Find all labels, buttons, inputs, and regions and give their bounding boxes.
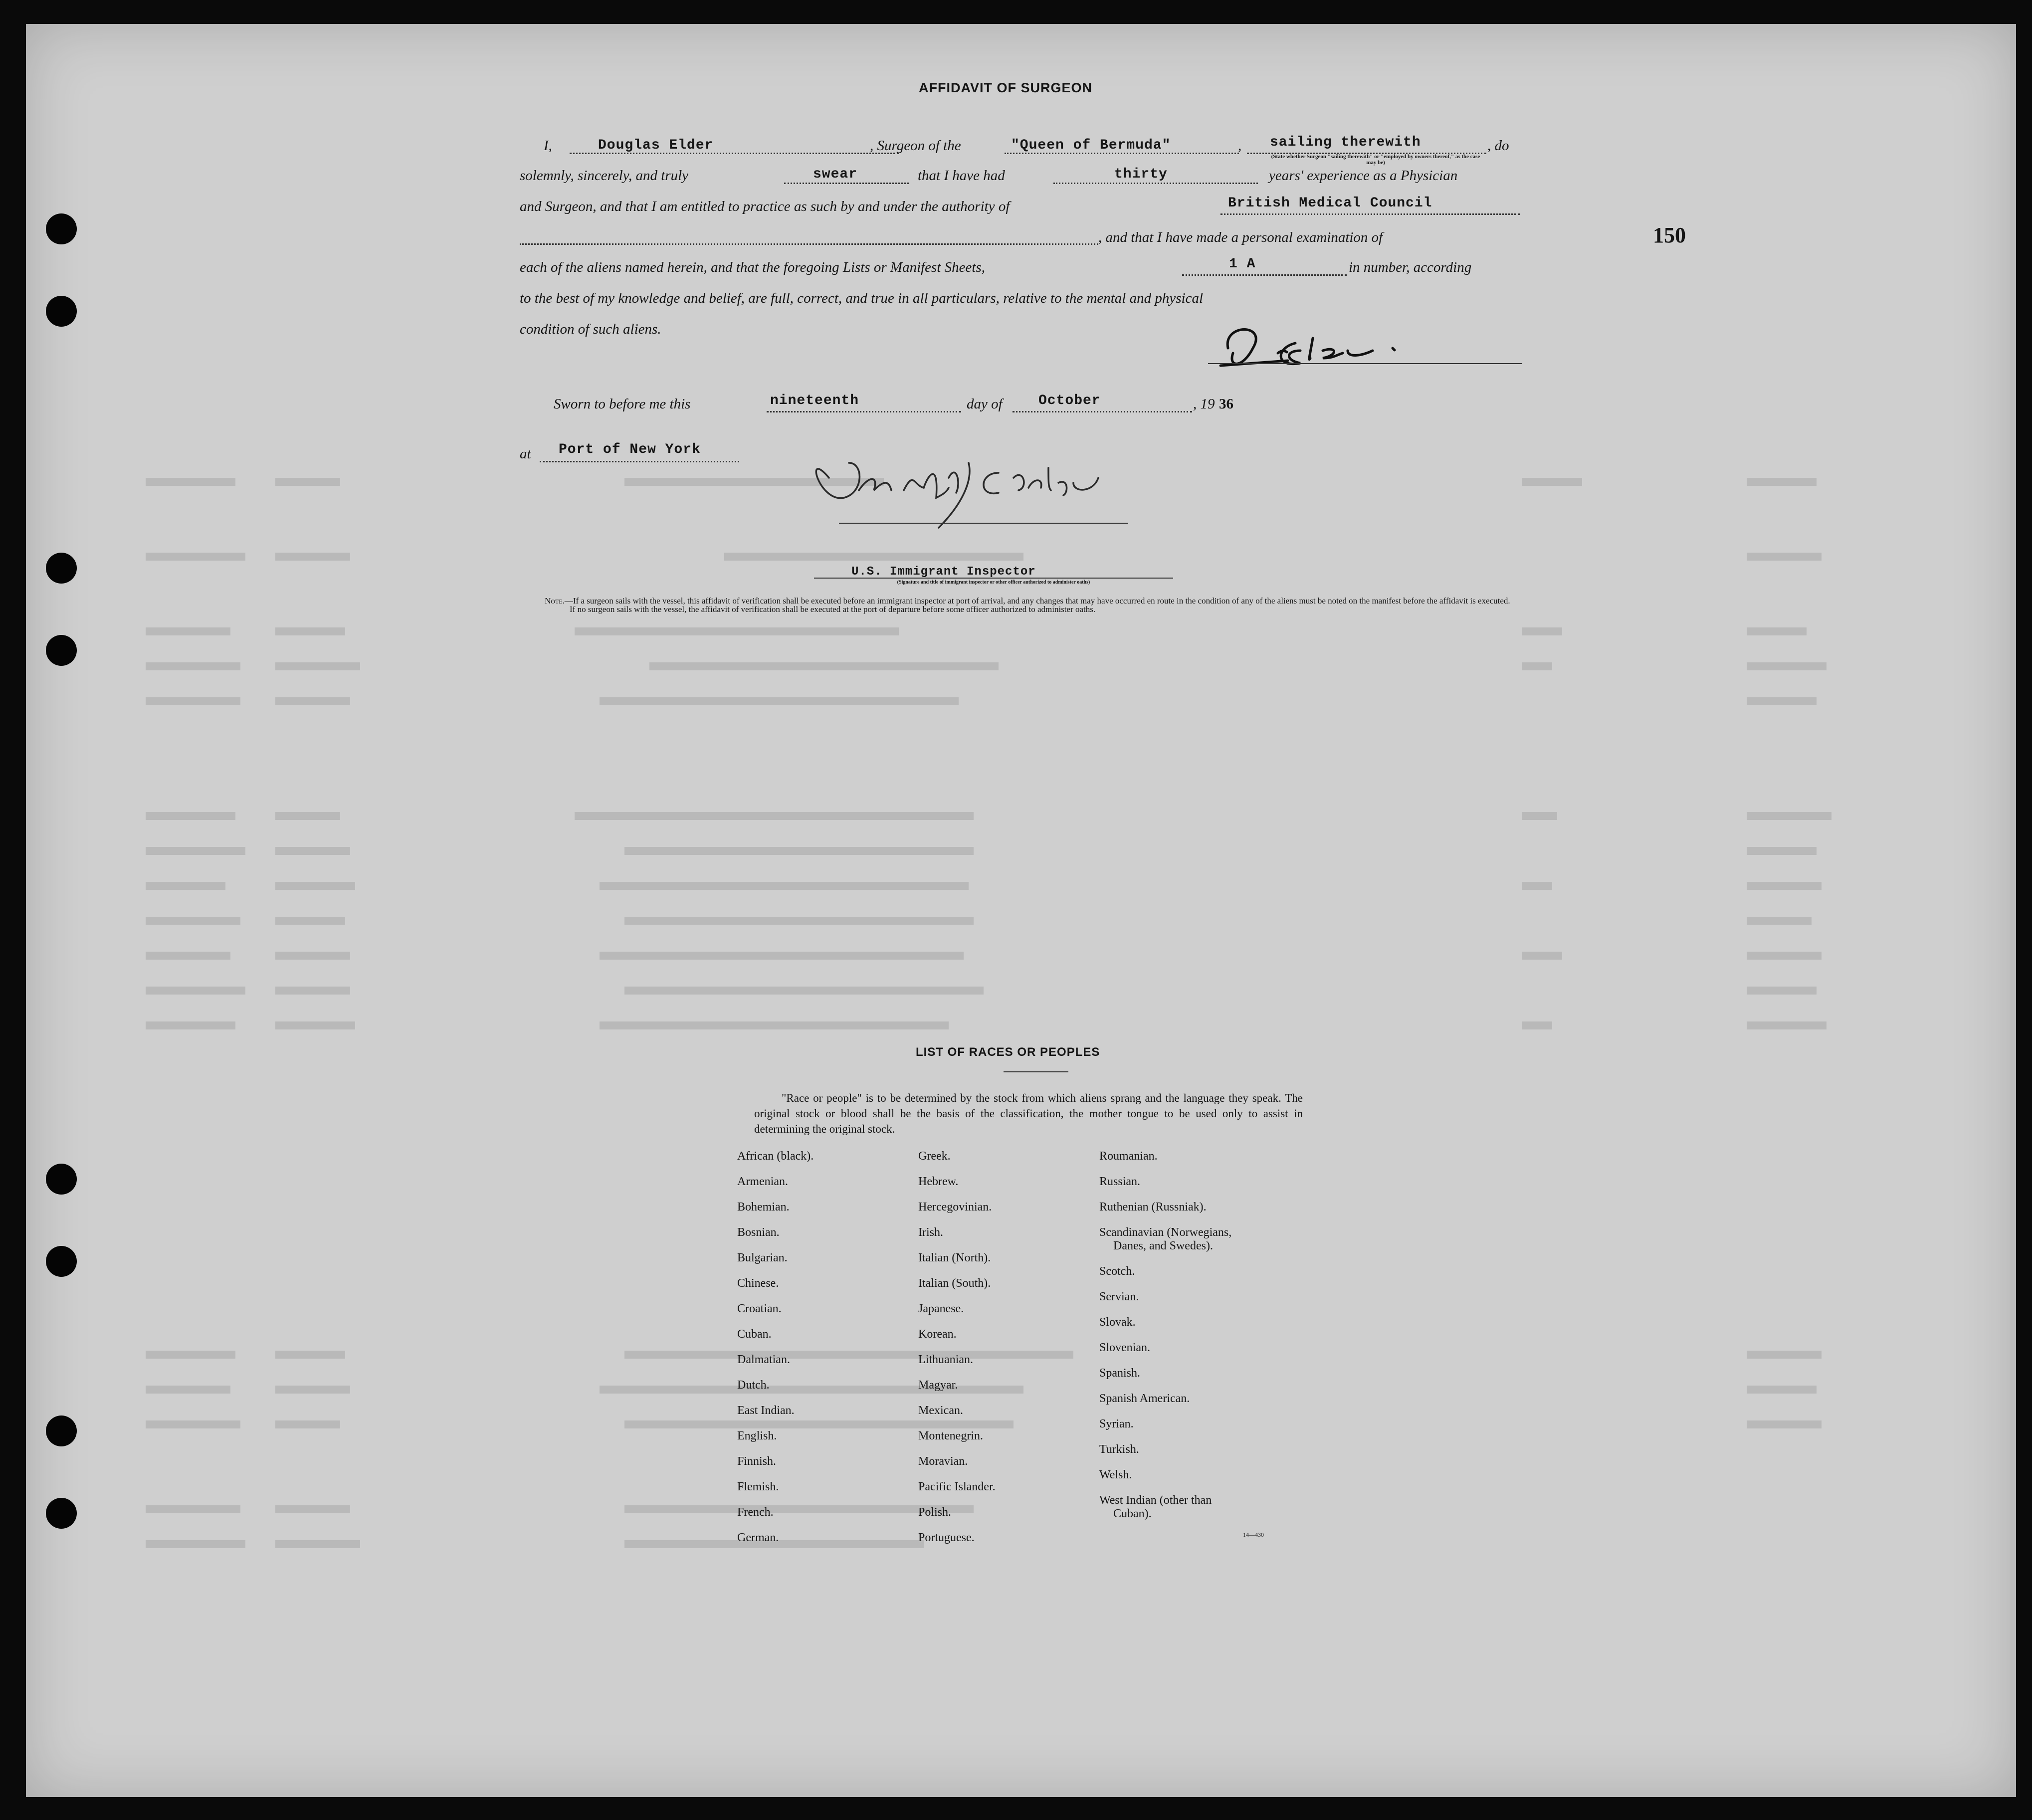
- surgeon-name-field: Douglas Elder: [598, 138, 714, 153]
- race-item: Roumanian.: [1099, 1150, 1158, 1163]
- note-text-2: If no surgeon sails with the vessel, the affidavit of verification shall be executed at the port of departure before some officer authorized to administer oaths.: [570, 605, 1096, 614]
- oath-field: swear: [813, 167, 858, 182]
- race-item: Flemish.: [737, 1480, 779, 1493]
- heading-rule: [1004, 1071, 1068, 1072]
- note-label: Note.: [545, 596, 565, 606]
- fill-line: [767, 411, 961, 412]
- race-item: Hebrew.: [918, 1175, 959, 1188]
- race-item: Bulgarian.: [737, 1251, 788, 1264]
- race-item: Polish.: [918, 1506, 952, 1519]
- race-item: Portuguese.: [918, 1531, 975, 1544]
- race-item: Bosnian.: [737, 1226, 780, 1239]
- fill-line: [1013, 411, 1192, 412]
- race-item: Slovak.: [1099, 1316, 1136, 1329]
- affidavit-heading: AFFIDAVIT OF SURGEON: [919, 80, 1092, 95]
- fill-line: [520, 243, 1098, 245]
- binder-hole: [46, 1246, 77, 1277]
- note-paragraph: [545, 597, 1520, 613]
- signature-line: [839, 523, 1128, 524]
- authority-field: British Medical Council: [1228, 196, 1432, 211]
- years-field: thirty: [1114, 167, 1168, 182]
- text-do: , do: [1487, 138, 1509, 154]
- race-item: African (black).: [737, 1150, 814, 1163]
- race-item: Scotch.: [1099, 1265, 1135, 1278]
- officer-caption: (Signature and title of immigrant inspector or other officer authorized to administer oaths): [897, 580, 1090, 585]
- binder-hole: [46, 1498, 77, 1529]
- binder-hole: [46, 1416, 77, 1446]
- race-item: English.: [737, 1429, 777, 1442]
- race-item: Magyar.: [918, 1379, 958, 1392]
- race-item: Greek.: [918, 1150, 951, 1163]
- sworn-day-field: nineteenth: [770, 393, 859, 408]
- officer-signature: [789, 443, 1168, 543]
- race-item: Welsh.: [1099, 1468, 1132, 1481]
- text-day-of: day of: [967, 396, 1003, 412]
- sworn-year-field: 36: [1219, 396, 1233, 412]
- race-item: Dutch.: [737, 1379, 770, 1392]
- race-item: West Indian (other than: [1099, 1494, 1212, 1507]
- race-item: Finnish.: [737, 1455, 777, 1468]
- sailing-status-field: sailing therewith: [1270, 135, 1421, 150]
- race-item: Korean.: [918, 1328, 957, 1341]
- race-item: Mexican.: [918, 1404, 963, 1417]
- fill-line: [540, 461, 739, 462]
- text-comma: ,: [1238, 138, 1242, 154]
- race-item: East Indian.: [737, 1404, 795, 1417]
- race-item: Turkish.: [1099, 1443, 1139, 1456]
- race-item: Scandinavian (Norwegians,: [1099, 1226, 1232, 1239]
- race-item: French.: [737, 1506, 774, 1519]
- race-item: Dalmatian.: [737, 1353, 790, 1366]
- text-at: at: [520, 446, 531, 462]
- race-item: Hercegovinian.: [918, 1201, 992, 1213]
- sheets-count-field: 1 A: [1229, 256, 1256, 272]
- races-intro: "Race or people" is to be determined by the stock from which aliens sprang and the language they speak. The original stock or blood shall be the basis of the classification, the mother tongue to be used only to assist in determining the original stock.: [754, 1092, 1303, 1135]
- text-personal-examination: , and that I have made a personal examination of: [1098, 229, 1383, 245]
- note-text-1: —If a surgeon sails with the vessel, this affidavit of verification shall be executed before an immigrant inspector at port of arrival, and any changes that may have occurred en route in the condition of any of the aliens must be noted on the manifest before the affidavit is executed.: [564, 596, 1510, 606]
- races-heading: LIST OF RACES OR PEOPLES: [916, 1045, 1100, 1059]
- text-condition: condition of such aliens.: [520, 321, 661, 337]
- text-in-number: in number, according: [1349, 259, 1472, 275]
- race-item: Irish.: [918, 1226, 943, 1239]
- race-item: Spanish.: [1099, 1367, 1141, 1380]
- text-years-experience: years' experience as a Physician: [1269, 168, 1458, 184]
- fill-line: [1220, 213, 1520, 215]
- binder-hole: [46, 213, 77, 244]
- manifest-page: [26, 24, 2016, 1797]
- race-item: Italian (South).: [918, 1277, 991, 1290]
- race-item: Servian.: [1099, 1290, 1139, 1303]
- race-item: Syrian.: [1099, 1417, 1134, 1430]
- officer-title: U.S. Immigrant Inspector: [851, 565, 1036, 579]
- text-sworn: Sworn to before me this: [554, 396, 691, 412]
- text-i-have-had: that I have had: [918, 168, 1005, 184]
- race-item: Italian (North).: [918, 1251, 991, 1264]
- race-item: Pacific Islander.: [918, 1480, 996, 1493]
- text-best-knowledge: to the best of my knowledge and belief, are full, correct, and true in all particulars, relative to the mental and physical: [520, 290, 1204, 306]
- race-item: Danes, and Swedes).: [1113, 1239, 1213, 1252]
- binder-hole: [46, 553, 77, 584]
- race-item: Chinese.: [737, 1277, 779, 1290]
- sailing-status-caption: (State whether Surgeon "sailing therewith" or "employed by owners thereof," as the case may be): [1271, 154, 1480, 166]
- text-entitled: and Surgeon, and that I am entitled to practice as such by and under the authority of: [520, 199, 1010, 214]
- text-year-prefix: , 19: [1193, 396, 1215, 412]
- text-surgeon-of: , Surgeon of the: [870, 138, 961, 154]
- race-item: Ruthenian (Russniak).: [1099, 1201, 1207, 1213]
- ship-name-field: "Queen of Bermuda": [1011, 138, 1171, 153]
- race-item: Japanese.: [918, 1302, 964, 1315]
- signature-line: [814, 578, 1173, 579]
- race-item: Cuban.: [737, 1328, 772, 1341]
- race-item: Slovenian.: [1099, 1341, 1150, 1354]
- page-number: 150: [1653, 223, 1686, 247]
- sworn-place-field: Port of New York: [559, 442, 701, 457]
- text-i: I,: [544, 138, 552, 154]
- fill-line: [784, 183, 909, 184]
- surgeon-signature-text: D. Elder.: [1208, 313, 1210, 314]
- race-item: Russian.: [1099, 1175, 1141, 1188]
- fill-line: [1053, 183, 1258, 184]
- race-item: Bohemian.: [737, 1201, 790, 1213]
- race-item: Montenegrin.: [918, 1429, 983, 1442]
- race-item: Armenian.: [737, 1175, 788, 1188]
- fill-line: [1182, 274, 1347, 276]
- race-item: Croatian.: [737, 1302, 782, 1315]
- form-code: 14—430: [1243, 1531, 1264, 1538]
- race-item: Lithuanian.: [918, 1353, 973, 1366]
- race-item: Moravian.: [918, 1455, 968, 1468]
- binder-hole: [46, 635, 77, 666]
- race-item: Spanish American.: [1099, 1392, 1190, 1405]
- sworn-month-field: October: [1038, 393, 1101, 408]
- signature-line: [1208, 363, 1522, 364]
- text-foregoing-lists: each of the aliens named herein, and that the foregoing Lists or Manifest Sheets,: [520, 259, 985, 275]
- binder-hole: [46, 296, 77, 327]
- race-item: German.: [737, 1531, 779, 1544]
- binder-hole: [46, 1164, 77, 1195]
- race-item: Cuban).: [1113, 1507, 1152, 1520]
- text-solemnly: solemnly, sincerely, and truly: [520, 168, 689, 184]
- surgeon-signature: [1208, 313, 1507, 378]
